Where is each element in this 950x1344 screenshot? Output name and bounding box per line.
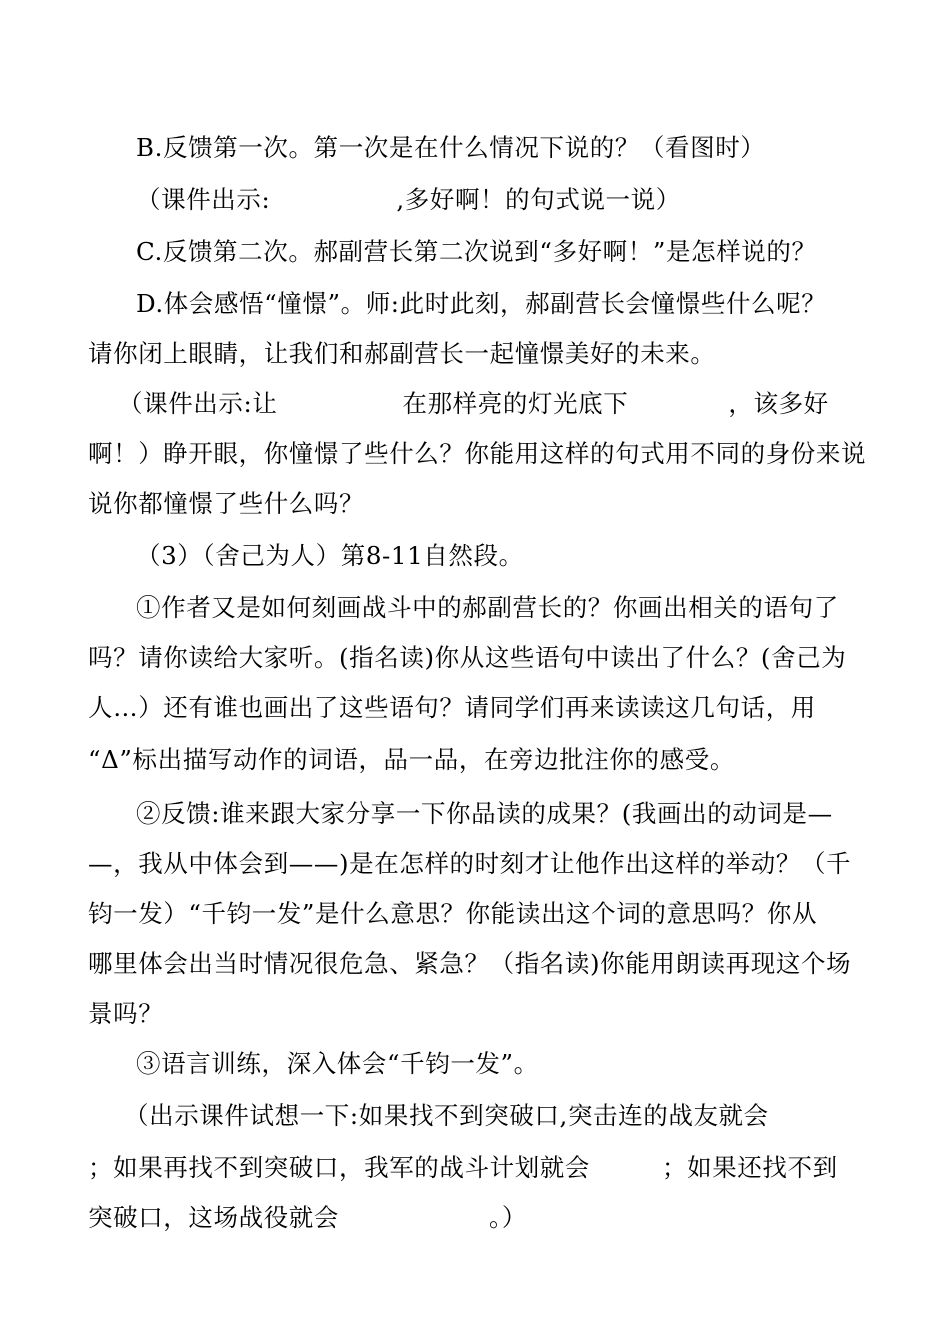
text-line-16: 钧一发）“千钧一发”是什么意思？你能读出这个词的意思吗？你从 xyxy=(88,899,818,928)
text-line-15: —，我从中体会到——)是在怎样的时刻才让他作出这样的举动？（千 xyxy=(88,849,852,878)
text-segment: 突破口，这场战役就会 xyxy=(88,1203,339,1232)
text-line-8: 说你都憧憬了些什么吗？ xyxy=(88,489,365,518)
text-line-19: ③语言训练，深入体会“千钧一发”。 xyxy=(136,1049,539,1078)
text-line-10: ①作者又是如何刻画战斗中的郝副营长的？你画出相关的语句了 xyxy=(136,593,839,622)
text-line-22 xyxy=(88,1203,527,1233)
text-line-13: “Δ”标出描写动作的词语，品一品，在旁边批注你的感受。 xyxy=(88,745,735,774)
text-line-14: ②反馈:谁来跟大家分享一下你品读的成果？(我画出的动词是— xyxy=(136,799,833,828)
text-line-3: C.反馈第二次。郝副营长第二次说到“多好啊！”是怎样说的？ xyxy=(136,237,817,266)
text-segment: （课件出示:让 xyxy=(118,389,278,418)
text-segment: ；如果再找不到突破口，我军的战斗计划就会 xyxy=(88,1153,590,1182)
text-line-4: D.体会感悟“憧憬”。师:此时此刻，郝副营长会憧憬些什么呢？ xyxy=(136,289,827,318)
text-line-17: 哪里体会出当时情况很危急、紧急？（指名读)你能用朗读再现这个场 xyxy=(88,949,852,978)
text-line-1: B.反馈第一次。第一次是在什么情况下说的？（看图时） xyxy=(136,133,766,162)
text-segment: ,多好啊！的句式说一说） xyxy=(396,185,681,214)
text-segment: 。） xyxy=(489,1203,527,1232)
text-line-12: 人…）还有谁也画出了这些语句？请同学们再来读读这几句话，用 xyxy=(88,693,816,722)
text-line-6 xyxy=(118,389,829,419)
text-line-18: 景吗？ xyxy=(88,999,164,1028)
text-line-2 xyxy=(136,185,681,215)
text-line-21 xyxy=(88,1153,838,1183)
text-line-7: 啊！）睁开眼，你憧憬了些什么？你能用这样的句式用不同的身份来说 xyxy=(88,439,867,468)
text-line-20: （出示课件试想一下:如果找不到突破口,突击连的战友就会 xyxy=(124,1101,769,1130)
text-segment: 在那样亮的灯光底下 xyxy=(402,389,629,418)
text-line-11: 吗？请你读给大家听。(指名读)你从这些语句中读出了什么？(舍己为 xyxy=(88,643,847,672)
text-segment: ，该多好 xyxy=(728,389,829,418)
text-line-5: 请你闭上眼睛，让我们和郝副营长一起憧憬美好的未来。 xyxy=(88,339,716,368)
text-segment: ；如果还找不到 xyxy=(662,1153,838,1182)
text-line-9: （3）（舍己为人）第8-11自然段。 xyxy=(136,541,524,570)
text-segment: （课件出示: xyxy=(136,185,271,214)
